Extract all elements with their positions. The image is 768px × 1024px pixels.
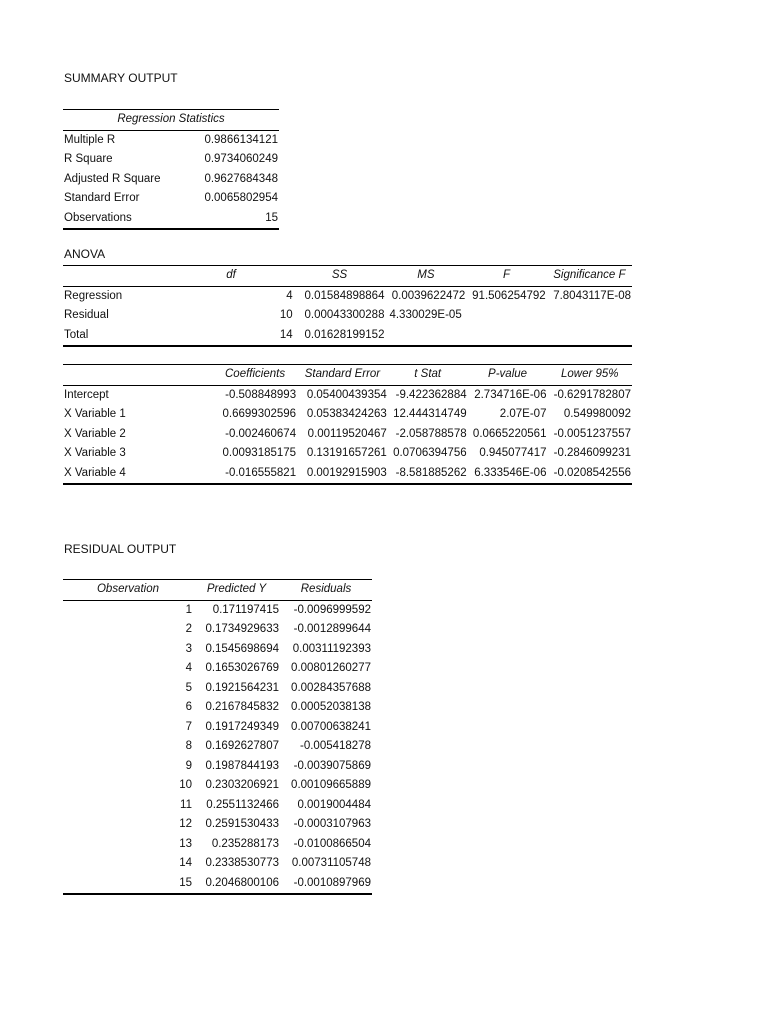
table-row bbox=[63, 679, 372, 699]
coef-lower-95: -0.6291782807 bbox=[553, 388, 631, 401]
coef-p-value: 0.0665220561 bbox=[472, 427, 547, 440]
table-row bbox=[63, 444, 632, 464]
table-row bbox=[63, 659, 372, 679]
residual-value: -0.0100866504 bbox=[293, 837, 371, 850]
coef-header-p-value: P-value bbox=[468, 365, 548, 386]
anova-header-df: df bbox=[168, 266, 293, 287]
coef-lower-95: 0.549980092 bbox=[563, 408, 631, 420]
residual-observation: 8 bbox=[185, 740, 192, 752]
residual-predicted-y: 0.1734929633 bbox=[205, 623, 279, 635]
residual-value: 0.00052038138 bbox=[291, 701, 371, 713]
residual-predicted-y: 0.171197415 bbox=[212, 603, 279, 616]
residual-header-predicted-y: Predicted Y bbox=[193, 580, 280, 601]
table-row bbox=[63, 405, 632, 425]
anova-title: ANOVA bbox=[64, 247, 106, 261]
table-row bbox=[63, 130, 279, 150]
anova-significance-f bbox=[547, 326, 632, 347]
anova-f bbox=[466, 306, 546, 326]
table-row bbox=[63, 209, 279, 230]
table-row bbox=[63, 425, 632, 445]
coef-value: -0.508848993 bbox=[225, 388, 297, 401]
anova-header-f: F bbox=[466, 266, 546, 287]
table-row bbox=[63, 815, 372, 835]
coef-standard-error: 0.05400439354 bbox=[306, 388, 387, 401]
regression-statistics-header: Regression Statistics bbox=[63, 110, 279, 131]
residual-predicted-y: 0.2046800106 bbox=[193, 874, 280, 895]
coef-variable: X Variable 4 bbox=[63, 464, 164, 485]
coef-p-value: 6.333546E-06 bbox=[468, 464, 548, 485]
anova-ss: 0.01584898864 bbox=[304, 289, 385, 302]
coef-variable: X Variable 3 bbox=[64, 447, 126, 459]
coef-header-t-stat: t Stat bbox=[388, 365, 468, 386]
anova-f bbox=[466, 326, 546, 347]
anova-ms: 4.330029E-05 bbox=[389, 309, 462, 321]
table-row bbox=[63, 286, 632, 306]
anova-table bbox=[63, 265, 632, 347]
residual-observation: 10 bbox=[179, 779, 192, 791]
anova-f: 91.506254792 bbox=[472, 289, 546, 302]
stat-value: 15 bbox=[183, 209, 279, 230]
coef-lower-95: -0.0208542556 bbox=[547, 464, 632, 485]
table-row bbox=[63, 640, 372, 660]
table-row bbox=[63, 796, 372, 816]
anova-header bbox=[63, 266, 168, 287]
coef-t-stat: 12.444314749 bbox=[393, 408, 467, 420]
stat-value: 0.9627684348 bbox=[204, 172, 278, 185]
residual-value: -0.005418278 bbox=[300, 740, 371, 752]
table-row bbox=[63, 718, 372, 738]
table-row bbox=[63, 464, 632, 485]
table-row bbox=[63, 385, 632, 405]
residual-predicted-y: 0.1921564231 bbox=[205, 681, 279, 694]
residual-observation: 2 bbox=[185, 623, 192, 635]
residual-rows bbox=[63, 600, 372, 894]
anova-header-ms: MS bbox=[385, 266, 466, 287]
coefficients-table bbox=[63, 364, 632, 485]
coef-value: 0.0093185175 bbox=[222, 447, 297, 459]
residual-observation: 13 bbox=[179, 837, 192, 850]
residual-predicted-y: 0.2551132466 bbox=[206, 798, 279, 811]
residual-value: 0.00284357688 bbox=[291, 681, 371, 694]
coef-value: -0.002460674 bbox=[225, 427, 297, 440]
coef-standard-error: 0.13191657261 bbox=[306, 447, 387, 459]
residual-predicted-y: 0.235288173 bbox=[211, 837, 279, 850]
stat-label: Multiple R bbox=[64, 133, 116, 146]
coef-standard-error: 0.05383424263 bbox=[306, 408, 387, 420]
residual-value: 0.00700638241 bbox=[291, 720, 371, 733]
residual-value: -0.0010897969 bbox=[280, 874, 372, 895]
coef-variable: X Variable 1 bbox=[64, 408, 126, 420]
coef-t-stat: 0.0706394756 bbox=[393, 447, 467, 459]
coef-t-stat: -9.422362884 bbox=[395, 388, 467, 401]
residual-observation: 6 bbox=[185, 701, 192, 713]
table-row bbox=[63, 737, 372, 757]
residual-value: -0.0012899644 bbox=[293, 623, 371, 635]
stat-value: 0.9734060249 bbox=[204, 153, 278, 165]
residual-predicted-y: 0.1653026769 bbox=[205, 662, 279, 674]
stat-label: R Square bbox=[64, 153, 113, 165]
coef-value: 0.6699302596 bbox=[222, 408, 297, 420]
table-row bbox=[63, 170, 279, 190]
residual-predicted-y: 0.1692627807 bbox=[205, 740, 279, 752]
anova-ss: 0.00043300288 bbox=[304, 309, 385, 321]
coef-standard-error: 0.00119520467 bbox=[307, 427, 387, 440]
table-row bbox=[63, 757, 372, 777]
stat-value: 0.9866134121 bbox=[204, 133, 278, 146]
anova-source: Regression bbox=[64, 289, 123, 302]
anova-header-ss: SS bbox=[294, 266, 386, 287]
residual-header-observation: Observation bbox=[63, 580, 193, 601]
stat-label: Standard Error bbox=[64, 192, 140, 204]
residual-value: -0.0039075869 bbox=[293, 759, 371, 772]
residual-predicted-y: 0.1987844193 bbox=[205, 759, 279, 772]
residual-value: 0.00109665889 bbox=[291, 779, 371, 791]
residual-value: 0.00801260277 bbox=[291, 662, 371, 674]
regression-statistics-table bbox=[63, 109, 279, 230]
residual-output-title: RESIDUAL OUTPUT bbox=[64, 542, 177, 556]
table-row bbox=[63, 326, 632, 347]
coef-p-value: 0.945077417 bbox=[479, 447, 547, 459]
anova-source: Total bbox=[63, 326, 168, 347]
coef-t-stat: -8.581885262 bbox=[388, 464, 468, 485]
residual-observation: 7 bbox=[185, 720, 192, 733]
anova-df: 10 bbox=[279, 309, 293, 321]
residual-value: 0.00731105748 bbox=[291, 857, 371, 869]
residual-observation: 11 bbox=[180, 798, 192, 811]
residual-predicted-y: 0.1917249349 bbox=[205, 720, 279, 733]
residual-observation: 15 bbox=[63, 874, 193, 895]
stat-label: Adjusted R Square bbox=[64, 172, 161, 185]
residual-observation: 5 bbox=[185, 681, 192, 694]
table-row bbox=[63, 306, 632, 326]
anova-df: 4 bbox=[286, 289, 293, 302]
residual-value: -0.0003107963 bbox=[293, 818, 371, 830]
coef-lower-95: -0.0051237557 bbox=[553, 427, 631, 440]
coef-header-coefficients: Coefficients bbox=[164, 365, 297, 386]
residual-predicted-y: 0.2167845832 bbox=[205, 701, 279, 713]
anova-ms: 0.0039622472 bbox=[391, 289, 466, 302]
residual-observation: 14 bbox=[179, 857, 192, 869]
residual-predicted-y: 0.2591530433 bbox=[205, 818, 279, 830]
coef-t-stat: -2.058788578 bbox=[395, 427, 467, 440]
residual-observation: 9 bbox=[185, 759, 192, 772]
stat-value: 0.0065802954 bbox=[204, 192, 278, 204]
residual-observation: 12 bbox=[179, 818, 192, 830]
residual-predicted-y: 0.1545698694 bbox=[205, 642, 279, 655]
table-row bbox=[63, 620, 372, 640]
coef-p-value: 2.07E-07 bbox=[499, 408, 547, 420]
table-row bbox=[63, 600, 372, 620]
coef-header-standard-error: Standard Error bbox=[297, 365, 388, 386]
anova-df: 14 bbox=[168, 326, 293, 347]
residual-header-residuals: Residuals bbox=[280, 580, 372, 601]
coef-header-lower-95: Lower 95% bbox=[547, 365, 632, 386]
anova-ms bbox=[385, 326, 466, 347]
residual-observation: 3 bbox=[185, 642, 192, 655]
coef-variable: Intercept bbox=[64, 388, 109, 401]
anova-significance-f bbox=[547, 306, 632, 326]
table-row bbox=[63, 189, 279, 209]
stat-label: Observations bbox=[63, 209, 183, 230]
anova-header-significance-f: Significance F bbox=[547, 266, 632, 287]
anova-ss: 0.01628199152 bbox=[294, 326, 386, 347]
coef-variable: X Variable 2 bbox=[64, 427, 126, 440]
residual-observation: 1 bbox=[185, 603, 192, 616]
table-row bbox=[63, 776, 372, 796]
coef-p-value: 2.734716E-06 bbox=[474, 388, 547, 401]
anova-source: Residual bbox=[64, 309, 109, 321]
anova-significance-f: 7.8043117E-08 bbox=[553, 289, 631, 302]
residual-output-table bbox=[63, 579, 372, 895]
table-row bbox=[63, 854, 372, 874]
summary-output-title: SUMMARY OUTPUT bbox=[64, 71, 178, 85]
residual-observation: 4 bbox=[185, 662, 192, 674]
residual-value: 0.00311192393 bbox=[292, 642, 371, 655]
residual-value: 0.0019004484 bbox=[297, 798, 371, 811]
table-row bbox=[63, 150, 279, 170]
coef-header bbox=[63, 365, 164, 386]
residual-predicted-y: 0.2338530773 bbox=[205, 857, 279, 869]
residual-predicted-y: 0.2303206921 bbox=[205, 779, 279, 791]
table-row bbox=[63, 874, 372, 895]
table-row bbox=[63, 698, 372, 718]
table-row bbox=[63, 835, 372, 855]
coef-lower-95: -0.2846099231 bbox=[553, 447, 631, 459]
coef-standard-error: 0.00192915903 bbox=[297, 464, 388, 485]
residual-value: -0.0096999592 bbox=[293, 603, 371, 616]
coef-value: -0.016555821 bbox=[164, 464, 297, 485]
